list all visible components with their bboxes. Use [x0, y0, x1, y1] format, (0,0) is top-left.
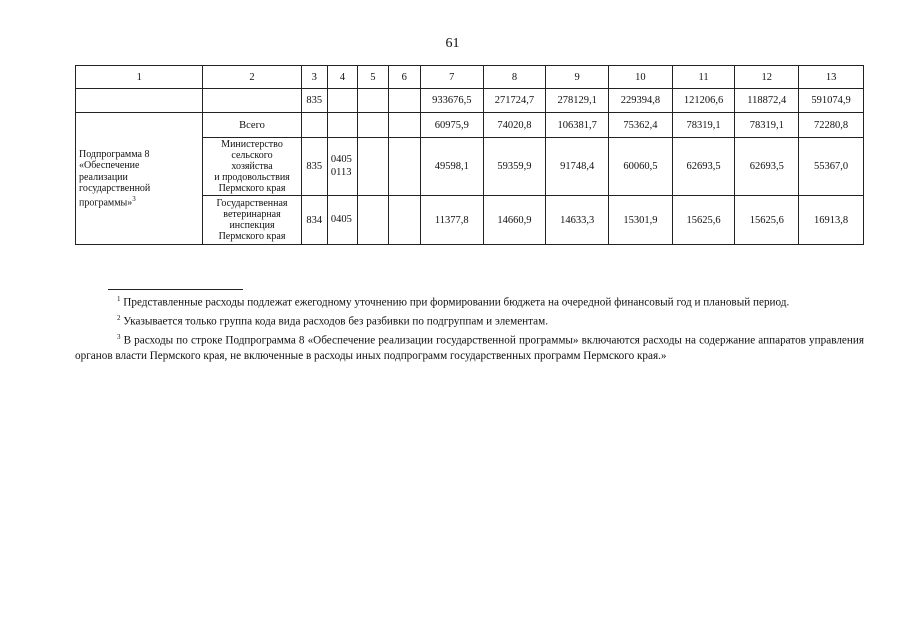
- empty-cell: [76, 89, 203, 113]
- header-cell: 2: [203, 66, 301, 89]
- subprogram-name-cell: [76, 113, 203, 245]
- value-cell: 78319,1: [672, 113, 735, 138]
- total-label-cell: Всего: [203, 113, 301, 138]
- footnote-marker: 2: [117, 314, 121, 323]
- footnote-marker: 3: [132, 194, 136, 203]
- organization-line: хозяйства: [231, 161, 273, 172]
- footnote-marker: 1: [117, 295, 121, 303]
- subprogram-line: «Обеспечение: [79, 160, 140, 172]
- organization-line: Пермского края: [218, 183, 286, 194]
- value-cell: 11377,8: [420, 196, 483, 245]
- empty-cell: [203, 89, 301, 113]
- subprogram-line: Подпрограмма 8: [79, 148, 150, 160]
- empty-cell: [388, 196, 420, 245]
- value-cell: 60060,5: [609, 138, 673, 196]
- value-cell: 271724,7: [483, 89, 546, 113]
- value-cell: 106381,7: [546, 113, 609, 138]
- section-code-cell: [327, 138, 357, 196]
- header-cell: 5: [358, 66, 388, 89]
- value-cell: 14660,9: [483, 196, 546, 245]
- header-cell: 10: [609, 66, 673, 89]
- header-cell: 1: [76, 66, 203, 89]
- empty-cell: [358, 138, 388, 196]
- section-code: 0405: [330, 154, 352, 166]
- header-cell: 7: [420, 66, 483, 89]
- footnote: [75, 292, 864, 310]
- ministry-code-cell: 835: [301, 89, 327, 113]
- header-cell: 4: [327, 66, 357, 89]
- value-cell: 16913,8: [799, 196, 864, 245]
- organization-line: Министерство: [221, 139, 283, 150]
- header-cell: 6: [388, 66, 420, 89]
- value-cell: 591074,9: [799, 89, 864, 113]
- table-row: [76, 113, 864, 138]
- value-cell: 15625,6: [735, 196, 799, 245]
- footnotes: [75, 292, 864, 364]
- value-cell: 75362,4: [609, 113, 673, 138]
- subprogram-line: программы»: [79, 196, 133, 208]
- header-cell: 13: [799, 66, 864, 89]
- header-cell: 8: [483, 66, 546, 89]
- value-cell: 62693,5: [672, 138, 735, 196]
- page-number: 61: [445, 36, 460, 51]
- value-cell: 91748,4: [546, 138, 609, 196]
- empty-cell: [358, 196, 388, 245]
- empty-cell: [358, 89, 388, 113]
- empty-cell: [301, 113, 327, 138]
- value-cell: 229394,8: [609, 89, 673, 113]
- header-cell: 9: [546, 66, 609, 89]
- organization-line: инспекция: [229, 220, 275, 231]
- organization-cell: [203, 138, 301, 196]
- value-cell: 60975,9: [420, 113, 483, 138]
- value-cell: 121206,6: [672, 89, 735, 113]
- footnote-marker: 3: [117, 333, 121, 342]
- ministry-code-cell: 835: [301, 138, 327, 196]
- empty-cell: [388, 138, 420, 196]
- empty-cell: [388, 89, 420, 113]
- header-cell: 11: [672, 66, 735, 89]
- subprogram-line: реализации: [79, 171, 128, 183]
- footnote: [75, 330, 864, 363]
- organization-line: сельского: [231, 150, 273, 161]
- empty-cell: [327, 89, 357, 113]
- organization-line: Государственная: [216, 198, 288, 209]
- value-cell: 62693,5: [735, 138, 799, 196]
- footnote-text: Указывается только группа кода вида расходов без разбивки по подгруппам и элементам.: [123, 315, 549, 328]
- ministry-code-cell: 834: [301, 196, 327, 245]
- value-cell: 933676,5: [420, 89, 483, 113]
- empty-cell: [327, 113, 357, 138]
- value-cell: 15301,9: [609, 196, 673, 245]
- organization-line: Пермского края: [218, 231, 286, 242]
- empty-cell: [358, 113, 388, 138]
- budget-table: [75, 65, 864, 245]
- footnote-text: В расходы по строке Подпрограмма 8 «Обеспечение реализации государственной программы» включаются расходы на содержание аппаратов управления органов власти Пермского края, не включенные в расходы иных подпрограмм государственных программ Пермского края.»: [75, 335, 864, 362]
- value-cell: 55367,0: [799, 138, 864, 196]
- value-cell: 14633,3: [546, 196, 609, 245]
- table-row: [76, 89, 864, 113]
- organization-line: и продовольствия: [214, 172, 290, 183]
- value-cell: 72280,8: [799, 113, 864, 138]
- footnote: [75, 311, 864, 329]
- organization-line: ветеринарная: [223, 209, 281, 220]
- value-cell: 278129,1: [546, 89, 609, 113]
- subprogram-line: государственной: [79, 183, 151, 195]
- empty-cell: [388, 113, 420, 138]
- value-cell: 78319,1: [735, 113, 799, 138]
- section-code: 0113: [330, 166, 352, 178]
- organization-cell: [203, 196, 301, 245]
- footnote-separator: [108, 289, 243, 290]
- value-cell: 15625,6: [672, 196, 735, 245]
- section-code-cell: 0405: [327, 196, 357, 245]
- value-cell: 59359,9: [483, 138, 546, 196]
- header-cell: 12: [735, 66, 799, 89]
- value-cell: 49598,1: [420, 138, 483, 196]
- table-header-row: [76, 66, 864, 89]
- value-cell: 74020,8: [483, 113, 546, 138]
- header-cell: 3: [301, 66, 327, 89]
- footnote-text: Представленные расходы подлежат ежегодному уточнению при формировании бюджета на очередной финансовый год и плановый период.: [123, 296, 790, 309]
- value-cell: 118872,4: [735, 89, 799, 113]
